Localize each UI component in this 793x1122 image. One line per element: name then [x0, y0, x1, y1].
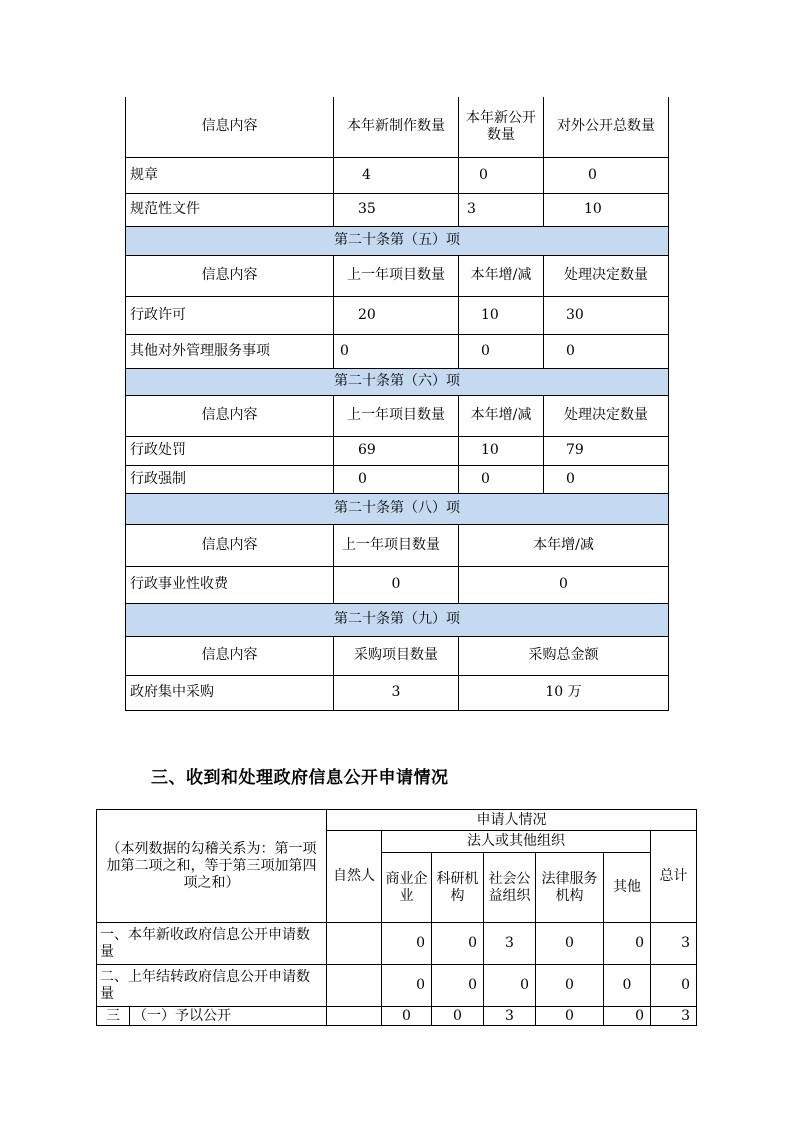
- cell-value: 0: [604, 923, 651, 965]
- natural-person-header: 自然人: [327, 831, 382, 923]
- cell-value: 3: [651, 923, 697, 965]
- cell-value: 0: [432, 965, 484, 1007]
- subheader-change: 本年增/减: [459, 395, 544, 436]
- row-label: 其他对外管理服务事项: [126, 334, 334, 368]
- cell-value: 0: [484, 965, 536, 1007]
- subheader-purchase-count: 采购项目数量: [334, 636, 459, 675]
- cell-value: 0: [432, 1007, 484, 1026]
- header-new-made: 本年新制作数量: [334, 97, 459, 157]
- row-value: 69: [334, 436, 459, 465]
- subheader-info-content: 信息内容: [126, 636, 334, 675]
- col-research: 科研机构: [432, 853, 484, 923]
- legal-entity-header: 法人或其他组织: [382, 831, 651, 853]
- cell-value: 0: [432, 923, 484, 965]
- section-heading-9: 第二十条第（九）项: [126, 603, 669, 636]
- subheader-prev-year: 上一年项目数量: [334, 255, 459, 296]
- row-value: 10 万: [459, 675, 669, 710]
- row-label: 政府集中采购: [126, 675, 334, 710]
- row-value: 0: [334, 334, 459, 368]
- row-label: 行政事业性收费: [126, 566, 334, 603]
- col-other: 其他: [604, 853, 651, 923]
- row-label: 规范性文件: [126, 193, 334, 226]
- section-heading-8: 第二十条第（八）项: [126, 493, 669, 524]
- row-disclosed: （一）予以公开: [130, 1007, 327, 1026]
- cell-value: [327, 923, 382, 965]
- col-legal-service: 法律服务机构: [536, 853, 604, 923]
- row-value: 0: [544, 465, 669, 493]
- row-value: 10: [459, 436, 544, 465]
- col-business: 商业企业: [382, 853, 432, 923]
- row-value: 0: [334, 566, 459, 603]
- subheader-info-content: 信息内容: [126, 395, 334, 436]
- cell-value: 0: [382, 923, 432, 965]
- row-value: 20: [334, 296, 459, 334]
- row-value: 35: [334, 193, 459, 226]
- row-new-applications: 一、本年新收政府信息公开申请数量: [97, 923, 327, 965]
- cell-value: 0: [536, 1007, 604, 1026]
- total-header: 总计: [651, 831, 697, 923]
- row-value: 0: [459, 465, 544, 493]
- application-table: [96, 809, 697, 1026]
- subheader-purchase-amount: 采购总金额: [459, 636, 669, 675]
- applicant-header: 申请人情况: [327, 810, 697, 831]
- row-label: 规章: [126, 157, 334, 193]
- header-info-content: 信息内容: [126, 97, 334, 157]
- cell-value: 3: [484, 923, 536, 965]
- header-new-published: 本年新公开数量: [459, 97, 544, 157]
- subheader-decisions: 处理决定数量: [544, 255, 669, 296]
- row-value: 0: [544, 157, 669, 193]
- row-number: 三: [97, 1007, 130, 1026]
- disclosure-table: [125, 97, 669, 711]
- cell-value: [327, 965, 382, 1007]
- row-value: 0: [459, 157, 544, 193]
- cell-value: 0: [536, 965, 604, 1007]
- section-title: 三、收到和处理政府信息公开申请情况: [151, 768, 449, 788]
- subheader-info-content: 信息内容: [126, 524, 334, 566]
- col-public-welfare: 社会公益组织: [484, 853, 536, 923]
- row-carried-over: 二、上年结转政府信息公开申请数量: [97, 965, 327, 1007]
- header-total-published: 对外公开总数量: [544, 97, 669, 157]
- row-value: 0: [459, 334, 544, 368]
- subheader-prev-year: 上一年项目数量: [334, 395, 459, 436]
- subheader-info-content: 信息内容: [126, 255, 334, 296]
- row-value: 0: [334, 465, 459, 493]
- row-label: 行政许可: [126, 296, 334, 334]
- row-value: 4: [334, 157, 459, 193]
- subheader-decisions: 处理决定数量: [544, 395, 669, 436]
- cell-value: 3: [484, 1007, 536, 1026]
- cell-value: 0: [604, 965, 651, 1007]
- row-value: 79: [544, 436, 669, 465]
- cell-value: 0: [536, 923, 604, 965]
- section-heading-6: 第二十条第（六）项: [126, 368, 669, 395]
- subheader-change: 本年增/减: [459, 524, 669, 566]
- cell-value: 0: [604, 1007, 651, 1026]
- row-value: 0: [459, 566, 669, 603]
- cell-value: 0: [382, 1007, 432, 1026]
- row-value: 10: [544, 193, 669, 226]
- cell-value: 0: [382, 965, 432, 1007]
- cell-value: 3: [651, 1007, 697, 1026]
- subheader-change: 本年增/减: [459, 255, 544, 296]
- row-value: 3: [459, 193, 544, 226]
- row-value: 0: [544, 334, 669, 368]
- row-value: 10: [459, 296, 544, 334]
- row-value: 3: [334, 675, 459, 710]
- subheader-prev-year: 上一年项目数量: [334, 524, 459, 566]
- row-label: 行政强制: [126, 465, 334, 493]
- row-value: 30: [544, 296, 669, 334]
- section-heading-5: 第二十条第（五）项: [126, 226, 669, 255]
- row-label: 行政处罚: [126, 436, 334, 465]
- cell-value: [327, 1007, 382, 1026]
- relation-description: （本列数据的勾稽关系为：第一项加第二项之和，等于第三项加第四项之和）: [97, 810, 327, 923]
- cell-value: 0: [651, 965, 697, 1007]
